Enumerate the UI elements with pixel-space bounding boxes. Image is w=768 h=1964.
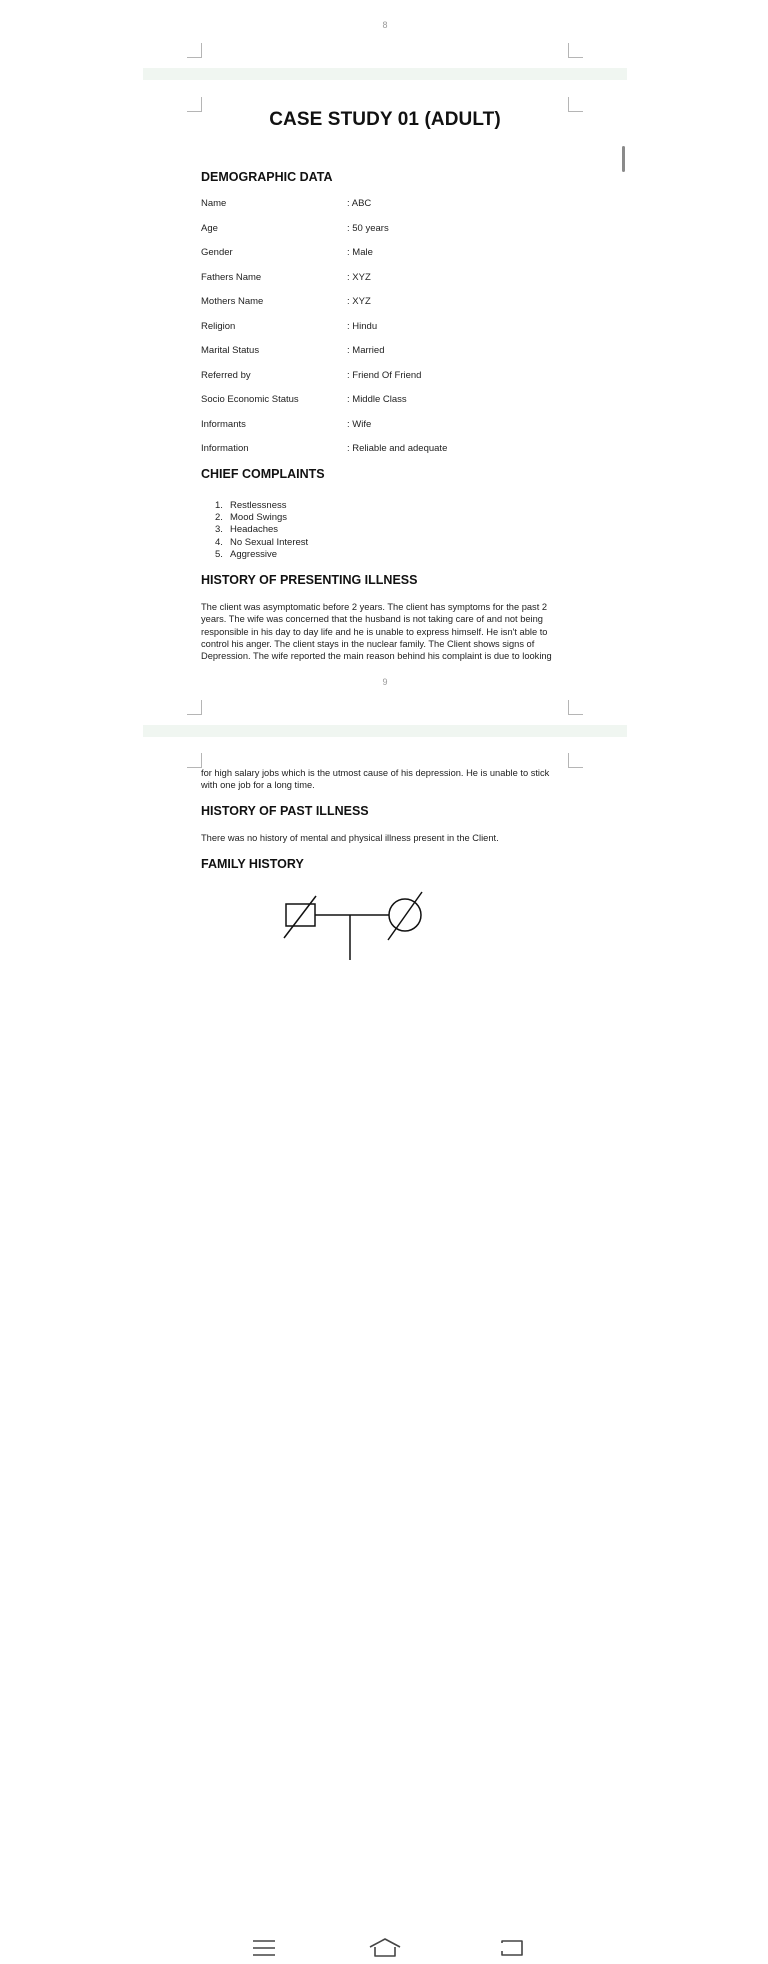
demographic-row bbox=[201, 419, 581, 433]
demographic-value: : Middle Class bbox=[347, 394, 407, 405]
complaint-number: 1. bbox=[215, 500, 223, 511]
back-button[interactable] bbox=[492, 1932, 532, 1964]
family-genogram bbox=[270, 890, 440, 960]
demographic-value: : Male bbox=[347, 247, 373, 258]
demographic-value: : Wife bbox=[347, 418, 372, 430]
demographic-row bbox=[201, 394, 581, 408]
paragraph-line: responsible in his day to day life and he is unable to express himself. He isn't able to bbox=[201, 626, 548, 637]
demographic-heading: DEMOGRAPHIC DATA bbox=[201, 170, 333, 184]
complaint-item bbox=[215, 524, 308, 536]
demographic-value: : ABC bbox=[347, 198, 372, 209]
demographic-label: Information bbox=[201, 443, 249, 454]
navigation-bar bbox=[0, 960, 768, 1024]
paragraph-line: The client was asymptomatic before 2 years. The client has symptoms for the past 2 bbox=[201, 602, 548, 612]
demographic-row bbox=[201, 198, 581, 212]
history-presenting-continued-text bbox=[201, 767, 566, 792]
page-gap bbox=[143, 725, 627, 737]
complaint-item bbox=[215, 512, 308, 524]
complaint-number: 4. bbox=[215, 536, 223, 548]
paragraph-line: control his anger. The client stays in the nuclear family. The Client shows signs of bbox=[201, 638, 535, 649]
demographic-row bbox=[201, 443, 581, 457]
complaint-number: 5. bbox=[215, 548, 223, 560]
complaint-text: Aggressive bbox=[230, 548, 277, 560]
paragraph-line: for high salary jobs which is the utmost cause of his depression. He is unable to stick bbox=[201, 768, 550, 778]
home-button[interactable] bbox=[365, 1932, 405, 1964]
demographic-row bbox=[201, 321, 581, 335]
page-8 bbox=[143, 0, 627, 68]
crop-mark bbox=[187, 753, 202, 768]
demographic-label: Referred by bbox=[201, 369, 251, 381]
chief-complaints-heading: CHIEF COMPLAINTS bbox=[201, 467, 325, 481]
crop-mark bbox=[568, 43, 583, 58]
scrollbar-thumb[interactable] bbox=[622, 146, 625, 172]
complaint-item bbox=[215, 549, 308, 561]
demographic-row bbox=[201, 296, 581, 310]
complaints-list bbox=[215, 500, 308, 561]
demographic-row bbox=[201, 345, 581, 359]
demographic-value: : Married bbox=[347, 345, 385, 356]
complaint-item bbox=[215, 537, 308, 549]
demographic-value: : Hindu bbox=[347, 320, 378, 332]
home-icon bbox=[368, 1937, 402, 1959]
case-study-title: CASE STUDY 01 (ADULT) bbox=[269, 109, 501, 130]
demographic-label: Mothers Name bbox=[201, 296, 264, 307]
complaint-number: 3. bbox=[215, 524, 223, 536]
demographic-row bbox=[201, 272, 581, 286]
complaint-item bbox=[215, 500, 308, 512]
demographic-label: Socio Economic Status bbox=[201, 394, 299, 405]
demographic-row bbox=[201, 223, 581, 237]
menu-icon bbox=[252, 1938, 276, 1958]
history-presenting-heading: HISTORY OF PRESENTING ILLNESS bbox=[201, 573, 418, 587]
paragraph-line: with one job for a long time. bbox=[201, 780, 315, 791]
crop-mark bbox=[568, 753, 583, 768]
demographic-label: Fathers Name bbox=[201, 271, 262, 283]
demographic-label: Informants bbox=[201, 418, 246, 430]
demographic-label: Name bbox=[201, 198, 227, 209]
demographic-value: : Friend Of Friend bbox=[347, 369, 422, 381]
page-number-8: 8 bbox=[382, 20, 388, 30]
demographic-value: : XYZ bbox=[347, 296, 371, 307]
deceased-slash-male bbox=[284, 896, 316, 938]
crop-mark bbox=[187, 43, 202, 58]
family-history-heading: FAMILY HISTORY bbox=[201, 857, 304, 871]
complaint-text: No Sexual Interest bbox=[230, 536, 309, 548]
history-past-heading: HISTORY OF PAST ILLNESS bbox=[201, 804, 369, 818]
history-past-text: There was no history of mental and physical illness present in the Client. bbox=[201, 833, 499, 843]
page-number-9: 9 bbox=[382, 677, 388, 687]
demographic-label: Gender bbox=[201, 247, 233, 258]
demographic-value: : XYZ bbox=[347, 271, 371, 283]
complaint-text: Headaches bbox=[230, 524, 279, 536]
crop-mark bbox=[568, 700, 583, 715]
history-presenting-text bbox=[201, 601, 566, 662]
paragraph-line: years. The wife was concerned that the husband is not taking care of and not being bbox=[201, 614, 543, 625]
crop-mark bbox=[187, 700, 202, 715]
demographic-value: : Reliable and adequate bbox=[347, 443, 448, 454]
paragraph-line: Depression. The wife reported the main reason behind his complaint is due to looking bbox=[201, 651, 552, 662]
complaint-text: Restlessness bbox=[230, 500, 287, 511]
demographic-row bbox=[201, 247, 581, 261]
document-viewer[interactable] bbox=[0, 0, 768, 960]
demographic-value: : 50 years bbox=[347, 222, 389, 234]
male-deceased-symbol bbox=[286, 904, 315, 926]
menu-button[interactable] bbox=[244, 1932, 284, 1964]
demographic-row bbox=[201, 370, 581, 384]
demographic-label: Religion bbox=[201, 320, 236, 332]
page-gap bbox=[143, 68, 627, 80]
back-icon bbox=[499, 1937, 525, 1959]
demographic-label: Marital Status bbox=[201, 345, 260, 356]
complaint-text: Mood Swings bbox=[230, 512, 288, 524]
complaint-number: 2. bbox=[215, 512, 223, 524]
demographic-label: Age bbox=[201, 222, 218, 234]
